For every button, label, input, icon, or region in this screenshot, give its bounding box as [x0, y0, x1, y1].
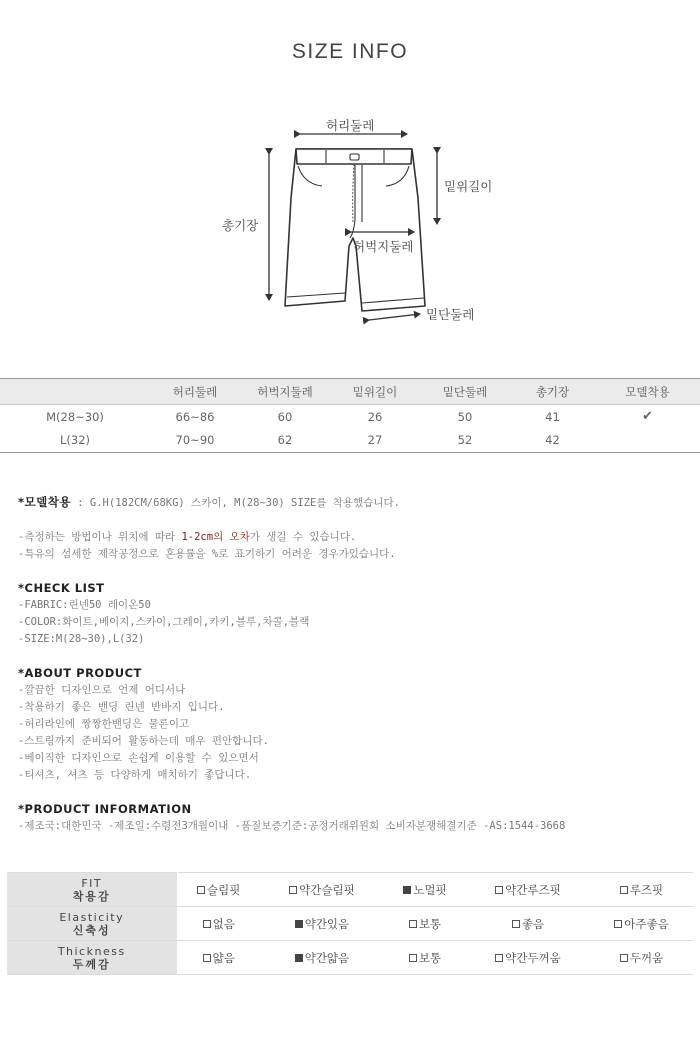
- unchecked-box-icon: [289, 886, 297, 894]
- fit-label-en: FIT: [81, 876, 103, 890]
- model-check-icon: ✔: [642, 409, 653, 425]
- fit-option: [590, 907, 693, 941]
- fit-option-label: 얇음: [212, 950, 235, 965]
- error-range-text: 1-2cm의 오차: [181, 531, 250, 543]
- model-cell: [595, 429, 700, 453]
- waist-label: 허리둘레: [326, 118, 375, 133]
- fit-row-label: [7, 907, 177, 941]
- fit-label-en: Elasticity: [59, 910, 125, 924]
- measure-text: -측정하는 방법이나 위치에 따라: [18, 531, 182, 543]
- checked-box-icon: [403, 886, 411, 894]
- fit-table: [7, 872, 693, 975]
- fit-option: [177, 907, 260, 941]
- length-cell: 41: [545, 409, 560, 424]
- unchecked-box-icon: [495, 954, 503, 962]
- about-line: -베이직한 디자인으로 손쉽게 이용할 수 있으면서: [18, 752, 259, 764]
- fit-option: [466, 941, 590, 975]
- about-line: -티셔츠, 셔츠 등 다양하게 매치하기 좋답니다.: [18, 769, 252, 781]
- about-product-heading: *ABOUT PRODUCT: [18, 666, 142, 680]
- fit-row: [7, 907, 693, 941]
- fit-option-label: 두꺼움: [629, 950, 664, 965]
- size-table-header: [0, 379, 700, 405]
- product-information-heading: *PRODUCT INFORMATION: [18, 802, 192, 816]
- measurement-diagram: [0, 0, 700, 360]
- header-cell: 밑단둘레: [420, 379, 510, 405]
- shorts-illustration: [0, 0, 700, 360]
- product-notes: [18, 494, 688, 835]
- model-note: [18, 494, 688, 512]
- unchecked-box-icon: [512, 920, 520, 928]
- total-length-label: 총기장: [222, 218, 259, 233]
- unchecked-box-icon: [409, 920, 417, 928]
- fit-label-ko: 착용감: [72, 889, 111, 903]
- header-cell: 모델착용: [595, 379, 700, 405]
- check-list-heading: *CHECK LIST: [18, 581, 105, 595]
- thigh-cell: 60: [277, 409, 293, 424]
- model-text: : G.H(182CM/68KG) 스카이, M(28~30) SIZE를 착용했습니다.: [70, 497, 400, 509]
- fit-option-label: 보통: [418, 916, 442, 931]
- fit-option: [260, 941, 384, 975]
- fit-option: [384, 873, 466, 907]
- unchecked-box-icon: [197, 886, 205, 894]
- checked-box-icon: [295, 920, 303, 928]
- product-information-line: -제조국:대한민국 -제조일:수령전3개월이내 -품질보증기준:공정거래위원회 소비자분쟁해결기준 -AS:1544-3668: [18, 820, 566, 832]
- fit-option-label: 없음: [212, 916, 235, 931]
- size-cell: M(28~30): [46, 409, 104, 424]
- header-cell: 허벅지둘레: [240, 379, 330, 405]
- fit-option: [260, 873, 384, 907]
- hem-label: 밑단둘레: [426, 307, 475, 322]
- fit-option: [384, 907, 466, 941]
- checked-box-icon: [295, 954, 303, 962]
- thigh-label: 허벅지둘레: [353, 239, 414, 254]
- fit-option: [177, 941, 260, 975]
- unchecked-box-icon: [203, 954, 211, 962]
- measure-note: [18, 529, 688, 546]
- table-row: [0, 429, 700, 453]
- hem-cell: 50: [457, 409, 473, 424]
- unchecked-box-icon: [495, 886, 503, 894]
- hem-cell: 52: [420, 429, 510, 453]
- header-cell: 허리둘레: [150, 379, 240, 405]
- fit-option: [590, 873, 693, 907]
- fit-option-label: 아주좋음: [624, 916, 669, 931]
- length-cell: 42: [510, 429, 595, 453]
- fit-option-label: 약간얇음: [304, 950, 350, 965]
- fit-option-label: 보통: [418, 950, 442, 965]
- rise-cell: 27: [330, 429, 420, 453]
- fit-option-label: 약간슬림핏: [299, 882, 355, 897]
- about-line: -스트링까지 준비되어 활동하는데 매우 편안합니다.: [18, 735, 269, 747]
- about-line: -허리라인에 짱짱한밴딩은 물론이고: [18, 718, 190, 730]
- about-line: -착용하기 좋은 밴딩 린넨 반바지 입니다.: [18, 701, 225, 713]
- fabric-line: -FABRIC:린넨50 레이온50: [18, 599, 151, 611]
- unchecked-box-icon: [614, 920, 622, 928]
- fit-label-ko: 신축성: [72, 923, 111, 937]
- unchecked-box-icon: [620, 954, 628, 962]
- model-heading: *모델착용: [18, 495, 71, 509]
- header-cell: 총기장: [510, 379, 595, 405]
- fit-option: [466, 907, 590, 941]
- size-line: -SIZE:M(28~30),L(32): [18, 633, 145, 645]
- measure-text-end: 가 생길 수 있습니다.: [249, 531, 357, 543]
- fit-option: [384, 941, 466, 975]
- fit-option-label: 슬림핏: [207, 882, 241, 897]
- fit-row-label: [7, 873, 177, 907]
- unchecked-box-icon: [620, 886, 628, 894]
- page-title: SIZE INFO: [291, 40, 409, 63]
- header-cell: 밑위길이: [330, 379, 420, 405]
- waist-cell: 70~90: [150, 429, 240, 453]
- special-note: -특유의 섬세한 제작공정으로 혼용률을 %로 표기하기 어려운 경우가있습니다.: [18, 548, 396, 560]
- fit-option: [177, 873, 260, 907]
- thigh-cell: 62: [240, 429, 330, 453]
- fit-label-en: Thickness: [57, 944, 126, 958]
- fit-option: [590, 941, 693, 975]
- fit-label-ko: 두께감: [72, 957, 111, 971]
- fit-option-label: 좋음: [521, 916, 545, 931]
- fit-option-label: 루즈핏: [629, 882, 664, 897]
- fit-row-label: [7, 941, 177, 975]
- rise-cell: 26: [367, 409, 383, 424]
- fit-row: [7, 941, 693, 975]
- fit-option-label: 노멀핏: [413, 882, 447, 897]
- fit-row: [7, 873, 693, 907]
- color-line: -COLOR:화이트,베이지,스카이,그레이,카키,블루,차콜,블랙: [18, 616, 310, 628]
- table-row: [0, 405, 700, 429]
- waist-cell: 66~86: [175, 409, 215, 424]
- fit-option: [260, 907, 384, 941]
- header-cell: [0, 379, 150, 405]
- fit-option: [466, 873, 590, 907]
- size-table: [0, 378, 700, 453]
- unchecked-box-icon: [203, 920, 211, 928]
- unchecked-box-icon: [409, 954, 417, 962]
- about-line: -깔끔한 디자인으로 언제 어디서나: [18, 684, 186, 696]
- fit-option-label: 약간있음: [304, 916, 350, 931]
- fit-option-label: 약간두꺼움: [505, 950, 561, 965]
- rise-label: 밑위길이: [444, 179, 493, 194]
- fit-option-label: 약간루즈핏: [505, 882, 561, 897]
- size-cell: L(32): [0, 429, 150, 453]
